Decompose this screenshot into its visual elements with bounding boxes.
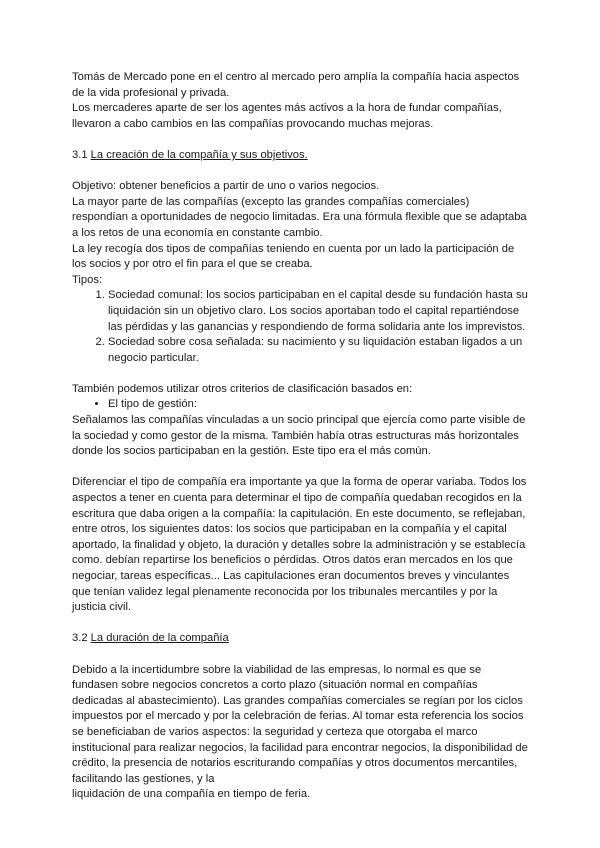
section-heading-3-1 (72, 148, 528, 164)
duration-paragraph: Debido a la incertidumbre sobre la viabilidad de las empresas, lo normal es que se fundasen sobre negocios concretos a corto plazo (situación normal en compañías dedicadas al abastecimiento). Las grandes compañías comerciales se regían por los ciclos impuestos por el mercado y por la celebración de ferias. Al tomar esta referencia los socios se beneficiaban de varios aspectos: la seguridad y certeza que otorgaba el marco institucional para realizar negocios, la facilidad para encontrar negocios, la disponibilidad de crédito, la presencia de notarios escriturando compañías y otros documentos mercantiles, facilitando las gestiones, y la (72, 663, 528, 785)
section-title: La duración de la compañía (90, 632, 229, 645)
majority-paragraph: La mayor parte de las compañías (excepto las grandes compañías comerciales) respondían a oportunidades de negocio limitadas. Era una fórmula flexible que se adaptaba a los retos de una economía en constante cambio. (72, 195, 527, 239)
gestion-paragraph: Señalamos las compañías vinculadas a un socio principal que ejercía como parte visible de la sociedad y como gestor de la misma. También había otras estructuras más horizontales donde los socios participaban en la gestión. Este tipo era el más común. (72, 414, 526, 458)
intro-paragraph-1: Tomás de Mercado pone en el centro al mercado pero amplía la compañía hacia aspectos de la vida profesional y privada. (72, 71, 520, 99)
section-title: La creación de la compañía y sus objetivos. (90, 148, 308, 161)
law-paragraph: La ley recogía dos tipos de compañías teniendo en cuenta por un lado la participación de los socios y por otro el fin para el que se creaba. (72, 242, 515, 271)
list-item: 2. Sociedad sobre cosa señalada: su nacimiento y su liquidación estaban ligados a un negocio particular. (108, 335, 528, 366)
capitulacion-paragraph: Diferenciar el tipo de compañía era importante ya que la forma de operar variaba. Todos los aspectos a tener en cuenta para determinar el tipo de compañía quedaban recogidos en la escritura que daba origen a la compañía: la capitulación. En este documento, se reflejaban, entre otros, los siguientes datos: los socios que participaban en la compañía y el capital aportado, la finalidad y objeto, la duración y detalles sobre la administración y se establecía como. debían repartirse los beneficios o pérdidas. Otros datos eran mercados en los que negociar, tareas específicas... Las capitulaciones eran documentos breves y vinculantes que tenían validez legal plenamente reconocida por los tribunales mercantiles y por la justicia civil. (72, 476, 527, 614)
duration-last-line: liquidación de una compañía en tiempo de feria. (72, 788, 311, 801)
criteria-list (72, 397, 528, 413)
objective-paragraph: Objetivo: obtener beneficios a partir de uno o varios negocios. (72, 180, 380, 193)
intro-paragraph-2: Los mercaderes aparte de ser los agentes más activos a la hora de fundar compañías, llevaron a cabo cambios en las compañías provocando muchas mejoras. (72, 102, 502, 130)
list-item: • El tipo de gestión: (108, 397, 528, 413)
types-list (72, 288, 528, 366)
types-label: Tipos: (72, 273, 103, 286)
list-item: 1. Sociedad comunal: los socios participaban en el capital desde su fundación hasta su liquidación sin un objetivo claro. Los socios aportaban todo el capital repartiéndose las pérdidas y las ganancias y respondiendo de forma solidaria ante los imprevistos. (108, 288, 528, 335)
section-heading-3-2 (72, 631, 528, 647)
section-number: 3.2 (72, 632, 88, 645)
document-page (72, 70, 528, 803)
criteria-intro: También podemos utilizar otros criterios de clasificación basados en: (72, 382, 413, 395)
section-number: 3.1 (72, 148, 88, 161)
